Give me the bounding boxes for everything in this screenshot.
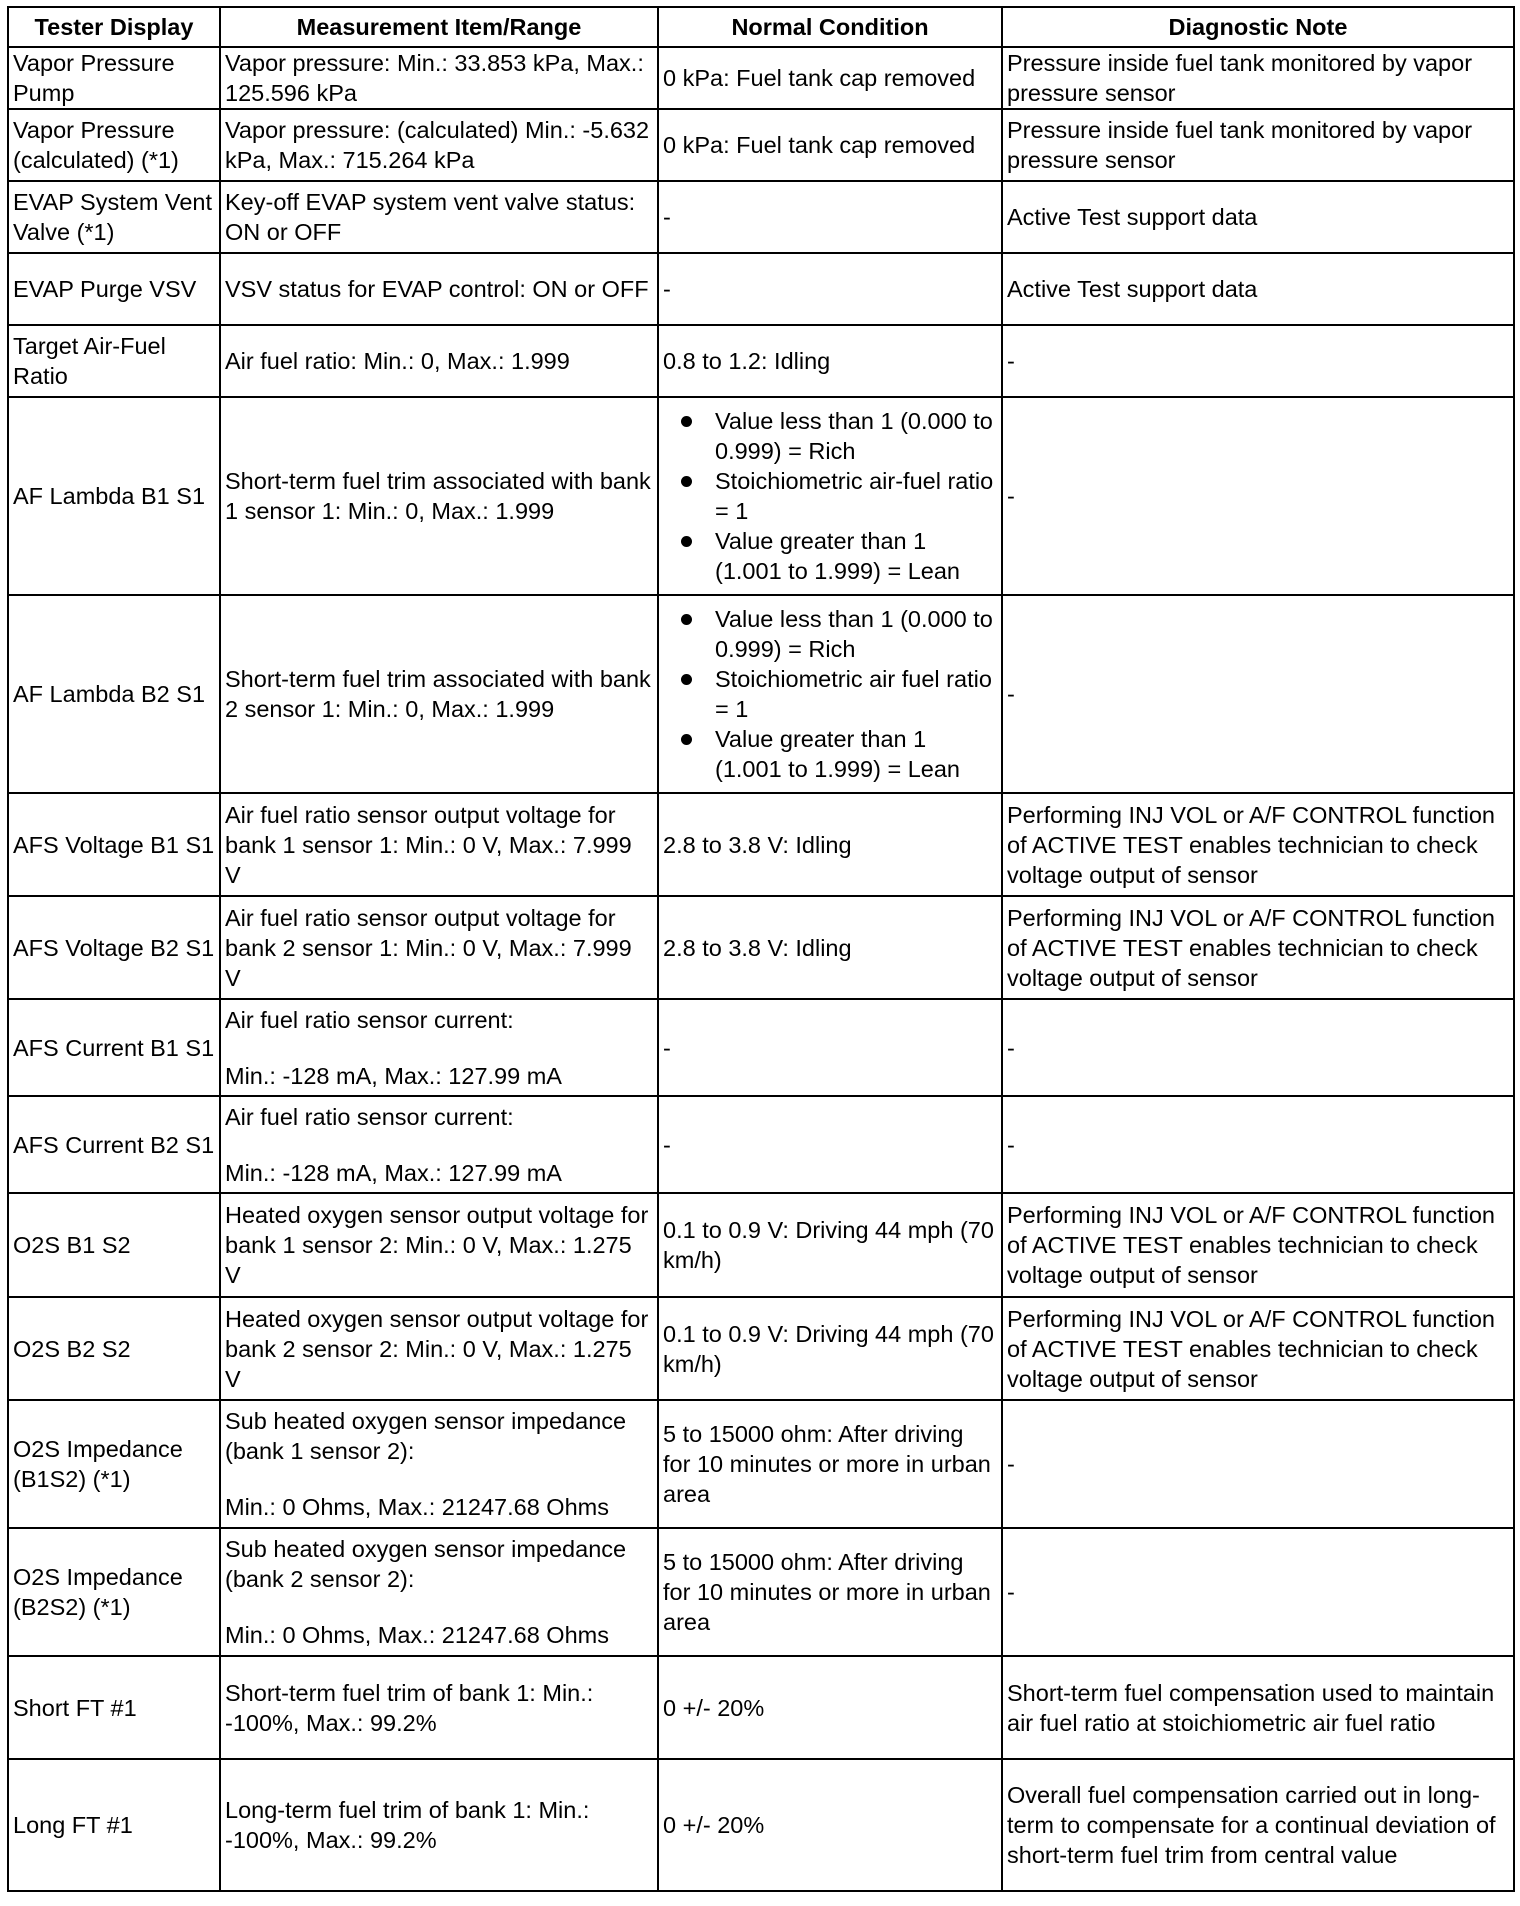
table-row <box>8 595 1514 793</box>
cell-diagnostic-note: Active Test support data <box>1002 181 1514 253</box>
range-line: Min.: 0 Ohms, Max.: 21247.68 Ohms <box>225 1622 609 1648</box>
cell-diagnostic-note: - <box>1002 397 1514 595</box>
cell-tester-display: Vapor Pressure Pump <box>8 47 220 109</box>
cell-diagnostic-note: Performing INJ VOL or A/F CONTROL function of ACTIVE TEST enables technician to check voltage output of sensor <box>1002 896 1514 999</box>
condition-bullet-item: Value greater than 1 (1.001 to 1.999) = Lean <box>663 724 997 784</box>
cell-measurement-range: Air fuel ratio: Min.: 0, Max.: 1.999 <box>220 325 658 397</box>
cell-measurement-range: Short-term fuel trim of bank 1: Min.: -100%, Max.: 99.2% <box>220 1656 658 1759</box>
table-body <box>8 47 1514 1891</box>
cell-normal-condition <box>658 397 1002 595</box>
table-row <box>8 397 1514 595</box>
condition-bullet-item: Stoichiometric air-fuel ratio = 1 <box>663 466 997 526</box>
condition-bullet-item: Value greater than 1 (1.001 to 1.999) = Lean <box>663 526 997 586</box>
table-header <box>8 7 1514 47</box>
cell-tester-display: AFS Voltage B1 S1 <box>8 793 220 896</box>
cell-measurement-range <box>220 1400 658 1528</box>
cell-normal-condition: 0 +/- 20% <box>658 1656 1002 1759</box>
condition-bullet-list <box>663 604 997 784</box>
range-line: Min.: -128 mA, Max.: 127.99 mA <box>225 1062 562 1089</box>
table-row <box>8 793 1514 896</box>
cell-measurement-range: Key-off EVAP system vent valve status: ON or OFF <box>220 181 658 253</box>
cell-measurement-range: Vapor pressure: (calculated) Min.: -5.632 kPa, Max.: 715.264 kPa <box>220 109 658 181</box>
table-row <box>8 1759 1514 1891</box>
cell-diagnostic-note: - <box>1002 1528 1514 1656</box>
table-row <box>8 1528 1514 1656</box>
cell-diagnostic-note: - <box>1002 325 1514 397</box>
table-row <box>8 47 1514 109</box>
cell-normal-condition <box>658 595 1002 793</box>
table-row <box>8 1096 1514 1193</box>
cell-diagnostic-note: Short-term fuel compensation used to maintain air fuel ratio at stoichiometric air fuel ratio <box>1002 1656 1514 1759</box>
cell-diagnostic-note: - <box>1002 999 1514 1096</box>
condition-bullet-item: Value less than 1 (0.000 to 0.999) = Rich <box>663 604 997 664</box>
cell-measurement-range: VSV status for EVAP control: ON or OFF <box>220 253 658 325</box>
table-row <box>8 999 1514 1096</box>
table-row <box>8 1297 1514 1400</box>
cell-measurement-range: Vapor pressure: Min.: 33.853 kPa, Max.: 125.596 kPa <box>220 47 658 109</box>
range-line: Sub heated oxygen sensor impedance (bank 1 sensor 2): <box>225 1408 627 1464</box>
table-row <box>8 253 1514 325</box>
header-tester-display: Tester Display <box>8 7 220 47</box>
cell-tester-display: EVAP Purge VSV <box>8 253 220 325</box>
cell-tester-display: Vapor Pressure (calculated) (*1) <box>8 109 220 181</box>
table-row <box>8 1656 1514 1759</box>
table-row <box>8 1193 1514 1297</box>
cell-measurement-range: Long-term fuel trim of bank 1: Min.: -100%, Max.: 99.2% <box>220 1759 658 1891</box>
cell-normal-condition: 5 to 15000 ohm: After driving for 10 minutes or more in urban area <box>658 1528 1002 1656</box>
header-measurement-range: Measurement Item/Range <box>220 7 658 47</box>
cell-diagnostic-note: - <box>1002 1096 1514 1193</box>
cell-diagnostic-note: Pressure inside fuel tank monitored by vapor pressure sensor <box>1002 47 1514 109</box>
cell-measurement-range: Short-term fuel trim associated with bank 1 sensor 1: Min.: 0, Max.: 1.999 <box>220 397 658 595</box>
cell-normal-condition: 5 to 15000 ohm: After driving for 10 minutes or more in urban area <box>658 1400 1002 1528</box>
cell-tester-display: AFS Current B1 S1 <box>8 999 220 1096</box>
cell-normal-condition: 0.1 to 0.9 V: Driving 44 mph (70 km/h) <box>658 1297 1002 1400</box>
cell-tester-display: O2S Impedance (B2S2) (*1) <box>8 1528 220 1656</box>
cell-tester-display: O2S Impedance (B1S2) (*1) <box>8 1400 220 1528</box>
cell-diagnostic-note: - <box>1002 595 1514 793</box>
cell-normal-condition: 0.1 to 0.9 V: Driving 44 mph (70 km/h) <box>658 1193 1002 1297</box>
cell-measurement-range <box>220 999 658 1096</box>
cell-tester-display: O2S B1 S2 <box>8 1193 220 1297</box>
cell-measurement-range <box>220 1528 658 1656</box>
table-row <box>8 109 1514 181</box>
cell-tester-display: AFS Voltage B2 S1 <box>8 896 220 999</box>
cell-normal-condition: - <box>658 999 1002 1096</box>
range-line: Sub heated oxygen sensor impedance (bank 2 sensor 2): <box>225 1536 627 1592</box>
range-line: Min.: -128 mA, Max.: 127.99 mA <box>225 1159 562 1186</box>
cell-diagnostic-note: Performing INJ VOL or A/F CONTROL function of ACTIVE TEST enables technician to check voltage output of sensor <box>1002 793 1514 896</box>
cell-measurement-range <box>220 1096 658 1193</box>
table-row <box>8 325 1514 397</box>
cell-diagnostic-note: Performing INJ VOL or A/F CONTROL function of ACTIVE TEST enables technician to check voltage output of sensor <box>1002 1297 1514 1400</box>
cell-normal-condition: 0 kPa: Fuel tank cap removed <box>658 109 1002 181</box>
condition-bullet-item: Stoichiometric air fuel ratio = 1 <box>663 664 997 724</box>
cell-tester-display: AF Lambda B2 S1 <box>8 595 220 793</box>
cell-measurement-range: Air fuel ratio sensor output voltage for bank 1 sensor 1: Min.: 0 V, Max.: 7.999 V <box>220 793 658 896</box>
table-row <box>8 181 1514 253</box>
cell-normal-condition: - <box>658 253 1002 325</box>
range-line: Air fuel ratio sensor current: <box>225 1103 514 1130</box>
range-line: Min.: 0 Ohms, Max.: 21247.68 Ohms <box>225 1494 609 1520</box>
cell-normal-condition: 0 +/- 20% <box>658 1759 1002 1891</box>
table-row <box>8 896 1514 999</box>
data-list-table <box>7 6 1515 1892</box>
cell-normal-condition: 2.8 to 3.8 V: Idling <box>658 793 1002 896</box>
range-line: Air fuel ratio sensor current: <box>225 1006 514 1033</box>
cell-diagnostic-note: Performing INJ VOL or A/F CONTROL function of ACTIVE TEST enables technician to check voltage output of sensor <box>1002 1193 1514 1297</box>
cell-measurement-range: Heated oxygen sensor output voltage for bank 1 sensor 2: Min.: 0 V, Max.: 1.275 V <box>220 1193 658 1297</box>
table-row <box>8 1400 1514 1528</box>
cell-diagnostic-note: Pressure inside fuel tank monitored by vapor pressure sensor <box>1002 109 1514 181</box>
cell-normal-condition: 2.8 to 3.8 V: Idling <box>658 896 1002 999</box>
cell-normal-condition: - <box>658 181 1002 253</box>
cell-normal-condition: 0 kPa: Fuel tank cap removed <box>658 47 1002 109</box>
cell-measurement-range: Air fuel ratio sensor output voltage for bank 2 sensor 1: Min.: 0 V, Max.: 7.999 V <box>220 896 658 999</box>
cell-tester-display: EVAP System Vent Valve (*1) <box>8 181 220 253</box>
cell-normal-condition: 0.8 to 1.2: Idling <box>658 325 1002 397</box>
cell-measurement-range: Short-term fuel trim associated with bank 2 sensor 1: Min.: 0, Max.: 1.999 <box>220 595 658 793</box>
header-diagnostic-note: Diagnostic Note <box>1002 7 1514 47</box>
condition-bullet-item: Value less than 1 (0.000 to 0.999) = Rich <box>663 406 997 466</box>
condition-bullet-list <box>663 406 997 586</box>
cell-diagnostic-note: - <box>1002 1400 1514 1528</box>
cell-tester-display: O2S B2 S2 <box>8 1297 220 1400</box>
cell-diagnostic-note: Active Test support data <box>1002 253 1514 325</box>
header-normal-condition: Normal Condition <box>658 7 1002 47</box>
header-row <box>8 7 1514 47</box>
cell-tester-display: AFS Current B2 S1 <box>8 1096 220 1193</box>
cell-tester-display: AF Lambda B1 S1 <box>8 397 220 595</box>
cell-normal-condition: - <box>658 1096 1002 1193</box>
cell-tester-display: Target Air-Fuel Ratio <box>8 325 220 397</box>
cell-diagnostic-note: Overall fuel compensation carried out in long-term to compensate for a continual deviation of short-term fuel trim from central value <box>1002 1759 1514 1891</box>
cell-tester-display: Long FT #1 <box>8 1759 220 1891</box>
cell-measurement-range: Heated oxygen sensor output voltage for bank 2 sensor 2: Min.: 0 V, Max.: 1.275 V <box>220 1297 658 1400</box>
cell-tester-display: Short FT #1 <box>8 1656 220 1759</box>
